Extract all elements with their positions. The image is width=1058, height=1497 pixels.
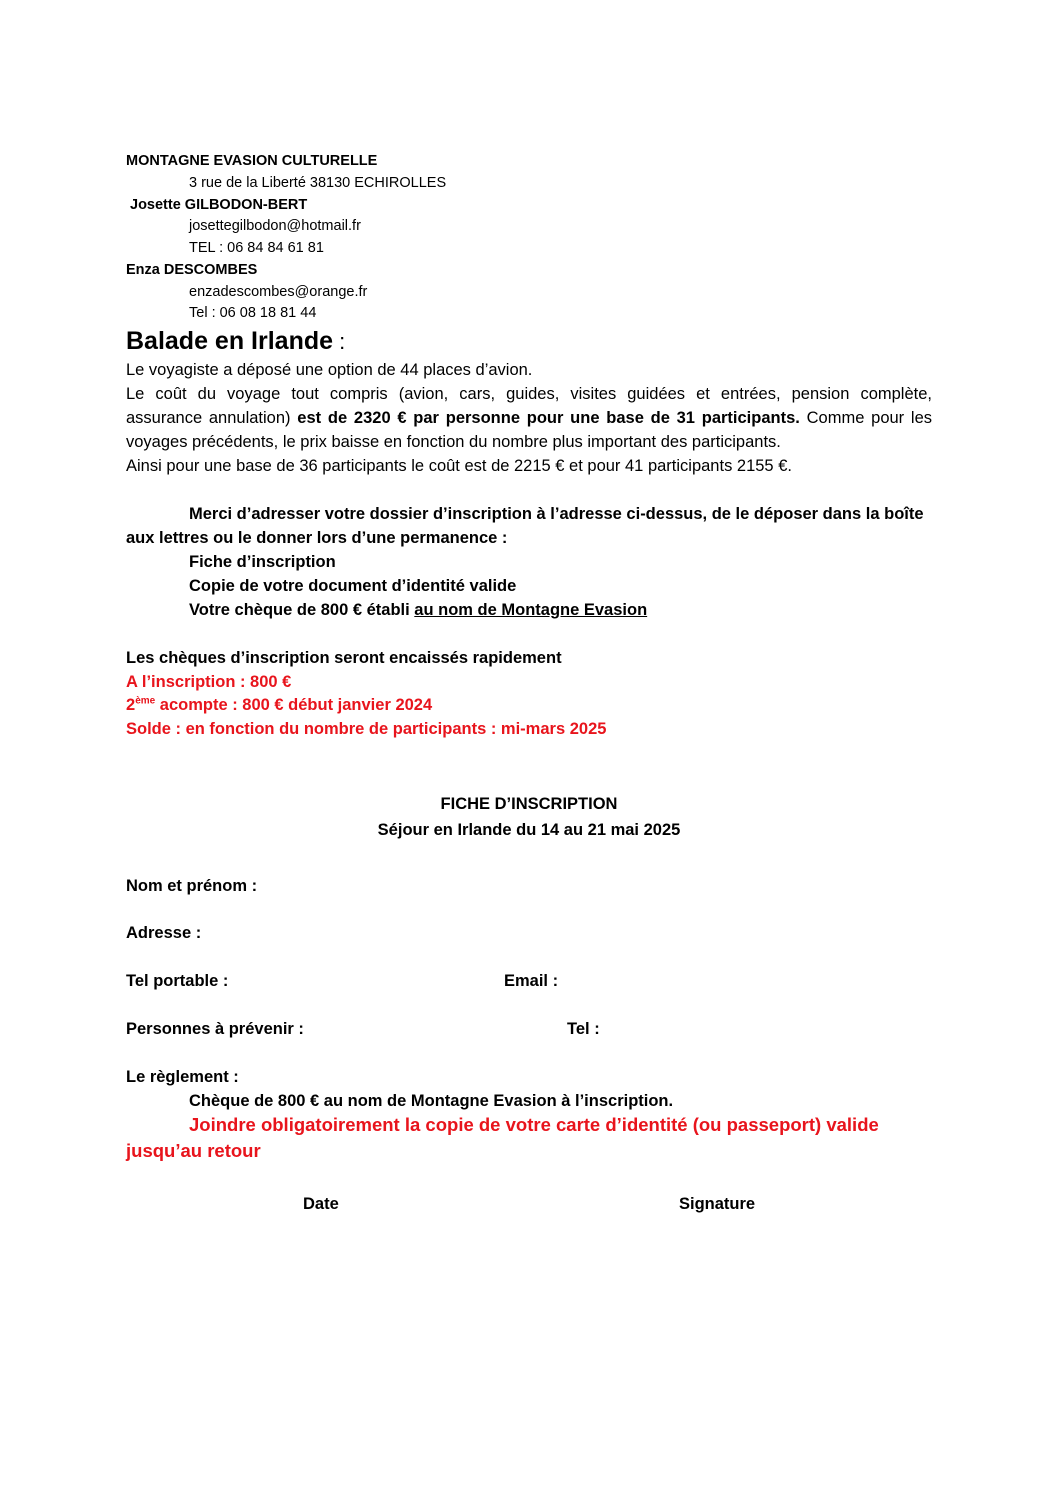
instructions-payee: au nom de Montagne Evasion [414,601,648,619]
instructions-item-3 [189,598,647,622]
instructions-item-1: Fiche d’inscription [189,553,336,571]
trip-title-colon: : [333,329,346,354]
contact1-tel: TEL : 06 84 84 61 81 [189,240,324,256]
instructions-item-3-prefix: Votre chèque de 800 € établi [189,601,415,619]
intro-line-1: Le voyagiste a déposé une option de 44 places d’avion. [126,361,533,379]
contact1-name: Josette GILBODON-BERT [130,197,308,213]
payment-terms-label: Le règlement : [126,1068,239,1086]
signature-label: Signature [679,1195,756,1213]
payment-second-sup: ème [135,695,156,707]
intro-line-5: Ainsi pour une base de 36 participants le coût est de 2215 € et pour 41 participants 2155 €. [126,457,792,475]
intro-line-2: Le coût du voyage tout compris (avion, cars, guides, visites guidées et entrées, pension complète, [126,385,932,403]
date-label: Date [303,1195,339,1213]
payment-second-num: 2 [126,696,136,714]
email-field-label: Email : [504,972,559,990]
payment-second [126,693,432,717]
emergency-tel-label: Tel : [567,1020,600,1038]
address-field-label: Adresse : [126,924,202,942]
name-field-label: Nom et prénom : [126,877,258,895]
org-name: MONTAGNE EVASION CULTURELLE [126,153,378,169]
intro-line-3-normal: assurance annulation) [126,409,291,427]
intro-line-4: voyages précédents, le prix baisse en fonction du nombre plus important des participants. [126,433,781,451]
payment-terms-line: Chèque de 800 € au nom de Montagne Evasion à l’inscription. [189,1092,674,1110]
instructions-item-2: Copie de votre document d’identité valide [189,577,517,595]
contact2-name: Enza DESCOMBES [126,262,258,278]
emergency-contact-label: Personnes à prévenir : [126,1020,304,1038]
contact2-email: enzadescombes@orange.fr [189,284,368,300]
form-title: FICHE D’INSCRIPTION [440,795,618,813]
trip-title [126,326,345,357]
intro-line-3-end: Comme pour les [806,409,933,427]
trip-title-text: Balade en Irlande [126,327,334,355]
payments-heading: Les chèques d’inscription seront encaissés rapidement [126,649,562,667]
mobile-field-label: Tel portable : [126,972,229,990]
payment-first: A l’inscription : 800 € [126,673,292,691]
payment-second-rest: acompte : 800 € début janvier 2024 [155,696,433,714]
intro-price-highlight: est de 2320 € par personne pour une base de 31 participants. [297,409,800,427]
instructions-line-1: Merci d’adresser votre dossier d’inscription à l’adresse ci-dessus, de le déposer dans la boîte [189,505,924,523]
form-subtitle: Séjour en Irlande du 14 au 21 mai 2025 [377,821,681,839]
id-warning-line-1: Joindre obligatoirement la copie de votre carte d’identité (ou passeport) valide [189,1114,879,1135]
contact1-email: josettegilbodon@hotmail.fr [189,218,361,234]
payment-balance: Solde : en fonction du nombre de participants : mi-mars 2025 [126,720,607,738]
id-warning-line-2: jusqu’au retour [126,1140,261,1161]
intro-line-3 [126,406,932,430]
contact2-tel: Tel : 06 08 18 81 44 [189,305,317,321]
org-address: 3 rue de la Liberté 38130 ECHIROLLES [189,175,447,191]
instructions-line-2: aux lettres ou le donner lors d’une permanence : [126,529,508,547]
